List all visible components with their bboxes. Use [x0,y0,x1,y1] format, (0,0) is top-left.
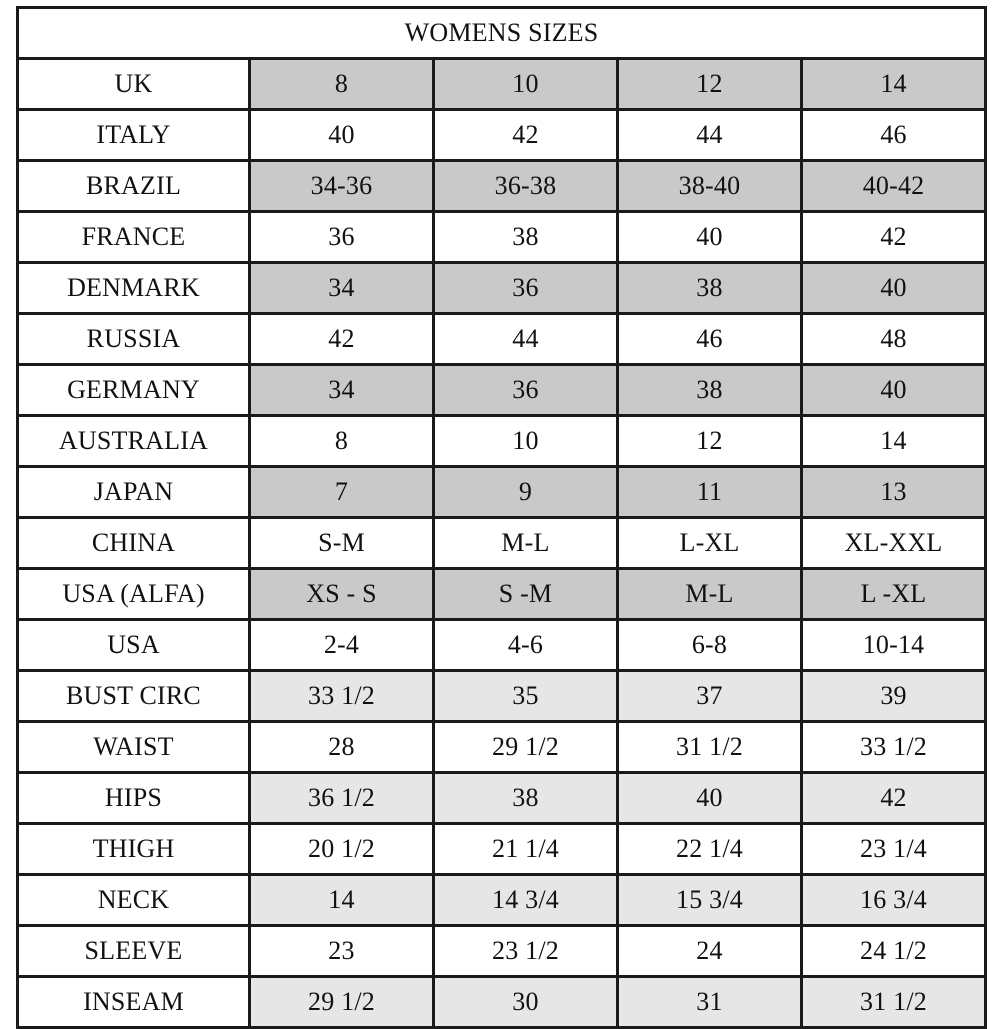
row-label: FRANCE [18,212,250,263]
table-cell: 35 [434,671,618,722]
table-row [18,365,986,416]
table-cell: 33 1/2 [802,722,986,773]
row-label: JAPAN [18,467,250,518]
table-cell: 42 [802,773,986,824]
table-cell: 40-42 [802,161,986,212]
table-cell: 34-36 [250,161,434,212]
row-label: WAIST [18,722,250,773]
table-cell: 38 [434,212,618,263]
row-label: NECK [18,875,250,926]
table-cell: 14 [802,59,986,110]
table-cell: 29 1/2 [434,722,618,773]
table-row [18,467,986,518]
table-cell: 10 [434,416,618,467]
row-label: AUSTRALIA [18,416,250,467]
table-cell: 23 [250,926,434,977]
table-cell: 4-6 [434,620,618,671]
table-cell: 39 [802,671,986,722]
table-cell: 13 [802,467,986,518]
table-row [18,212,986,263]
row-label: DENMARK [18,263,250,314]
table-title-row [18,8,986,59]
table-cell: 8 [250,416,434,467]
table-cell: M-L [618,569,802,620]
table-cell: 48 [802,314,986,365]
table-cell: 6-8 [618,620,802,671]
table-cell: M-L [434,518,618,569]
table-row [18,569,986,620]
table-cell: S-M [250,518,434,569]
table-cell: 7 [250,467,434,518]
table-cell: 44 [434,314,618,365]
table-cell: 44 [618,110,802,161]
table-cell: 31 1/2 [618,722,802,773]
table-cell: 11 [618,467,802,518]
table-cell: 12 [618,59,802,110]
table-cell: 9 [434,467,618,518]
table-row [18,161,986,212]
table-cell: 36 1/2 [250,773,434,824]
table-cell: 14 3/4 [434,875,618,926]
row-label: USA [18,620,250,671]
row-label: BUST CIRC [18,671,250,722]
womens-sizes-table [16,6,987,1029]
table-body [18,8,986,1028]
table-cell: L -XL [802,569,986,620]
table-row [18,722,986,773]
table-cell: 36 [250,212,434,263]
table-cell: 15 3/4 [618,875,802,926]
table-row [18,416,986,467]
table-cell: 29 1/2 [250,977,434,1028]
table-cell: 14 [250,875,434,926]
table-row [18,620,986,671]
table-cell: 36 [434,263,618,314]
table-cell: 42 [434,110,618,161]
row-label: HIPS [18,773,250,824]
table-cell: 40 [618,212,802,263]
table-row [18,824,986,875]
row-label: GERMANY [18,365,250,416]
table-cell: 42 [250,314,434,365]
table-row [18,110,986,161]
table-cell: 10-14 [802,620,986,671]
table-cell: 38 [618,365,802,416]
table-row [18,314,986,365]
table-cell: 2-4 [250,620,434,671]
table-cell: 30 [434,977,618,1028]
table-cell: 40 [618,773,802,824]
table-cell: 22 1/4 [618,824,802,875]
row-label: RUSSIA [18,314,250,365]
row-label: BRAZIL [18,161,250,212]
table-cell: 38-40 [618,161,802,212]
table-cell: 20 1/2 [250,824,434,875]
table-cell: 40 [802,263,986,314]
table-row [18,263,986,314]
table-row [18,59,986,110]
table-cell: XL-XXL [802,518,986,569]
row-label: SLEEVE [18,926,250,977]
table-cell: XS - S [250,569,434,620]
table-row [18,518,986,569]
table-cell: 36 [434,365,618,416]
row-label: UK [18,59,250,110]
table-row [18,977,986,1028]
table-cell: 40 [250,110,434,161]
row-label: ITALY [18,110,250,161]
table-cell: 36-38 [434,161,618,212]
page-title: WOMENS SIZES [18,8,986,59]
table-cell: 33 1/2 [250,671,434,722]
row-label: INSEAM [18,977,250,1028]
table-row [18,773,986,824]
table-cell: 46 [618,314,802,365]
table-cell: 40 [802,365,986,416]
table-cell: 14 [802,416,986,467]
table-cell: 42 [802,212,986,263]
table-row [18,926,986,977]
table-cell: 23 1/2 [434,926,618,977]
table-cell: 37 [618,671,802,722]
table-cell: 38 [434,773,618,824]
table-cell: 16 3/4 [802,875,986,926]
table-row [18,875,986,926]
row-label: USA (ALFA) [18,569,250,620]
table-cell: 24 1/2 [802,926,986,977]
table-cell: 28 [250,722,434,773]
row-label: CHINA [18,518,250,569]
row-label: THIGH [18,824,250,875]
table-cell: 31 1/2 [802,977,986,1028]
table-cell: 10 [434,59,618,110]
table-cell: 38 [618,263,802,314]
table-cell: 8 [250,59,434,110]
table-cell: L-XL [618,518,802,569]
table-cell: 23 1/4 [802,824,986,875]
table-cell: 12 [618,416,802,467]
table-row [18,671,986,722]
table-cell: 34 [250,365,434,416]
table-cell: 24 [618,926,802,977]
table-cell: 34 [250,263,434,314]
table-cell: 31 [618,977,802,1028]
table-cell: 46 [802,110,986,161]
table-cell: 21 1/4 [434,824,618,875]
table-cell: S -M [434,569,618,620]
